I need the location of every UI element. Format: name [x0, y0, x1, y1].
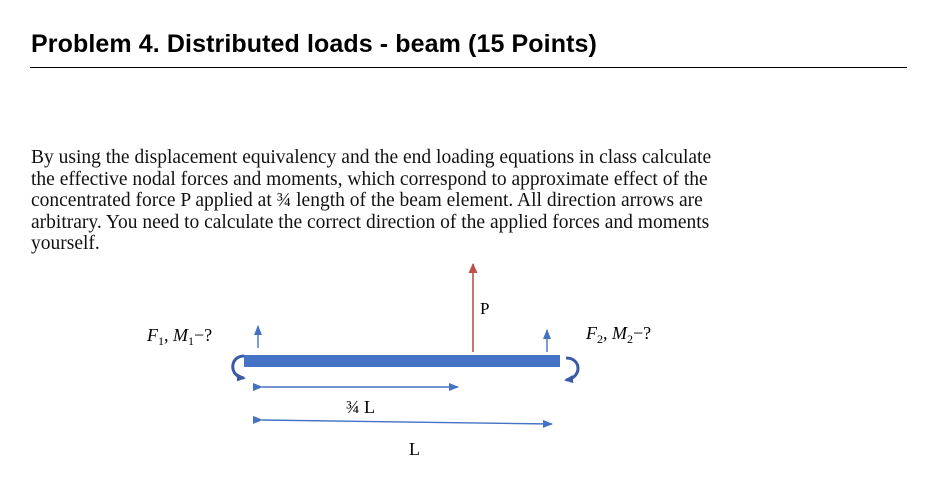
statement-line: yourself. — [31, 233, 100, 254]
force-p-label: P — [480, 299, 490, 318]
right-moment-symbol: M — [612, 323, 627, 343]
left-force-symbol: F — [147, 325, 158, 345]
length-label: L — [409, 439, 420, 459]
right-force-subscript: 2 — [597, 332, 603, 346]
left-force-subscript: 1 — [158, 334, 164, 348]
right-moment-arrow — [566, 358, 578, 380]
right-force-symbol: F — [586, 323, 597, 343]
statement-line: the effective nodal forces and moments, which correspond to approximate effect of the — [31, 168, 708, 190]
length-dimension-arrow — [262, 420, 552, 424]
beam — [244, 355, 560, 367]
right-moment-subscript: 2 — [627, 332, 633, 346]
problem-title: Problem 4. Distributed loads - beam (15 Points) — [31, 30, 597, 58]
three-quarter-label: ¾ L — [346, 397, 375, 417]
right-end-label: $F_2$, $M_2-$? — [586, 323, 652, 346]
left-moment-arrow — [233, 356, 244, 378]
statement-line: By using the displacement equivalency and the end loading equations in class calculate — [31, 147, 712, 168]
statement-line: concentrated force P applied at ¾ length of the beam element. All direction arrows are — [31, 190, 703, 211]
left-moment-subscript: 1 — [188, 334, 194, 348]
right-unknown: −? — [633, 323, 652, 343]
statement-line: arbitrary. You need to calculate the correct direction of the applied forces and moments — [31, 211, 710, 233]
left-unknown: −? — [194, 325, 213, 345]
left-end-label: $F_1$, $M_1-$? — [147, 325, 213, 348]
left-moment-symbol: M — [173, 325, 188, 345]
